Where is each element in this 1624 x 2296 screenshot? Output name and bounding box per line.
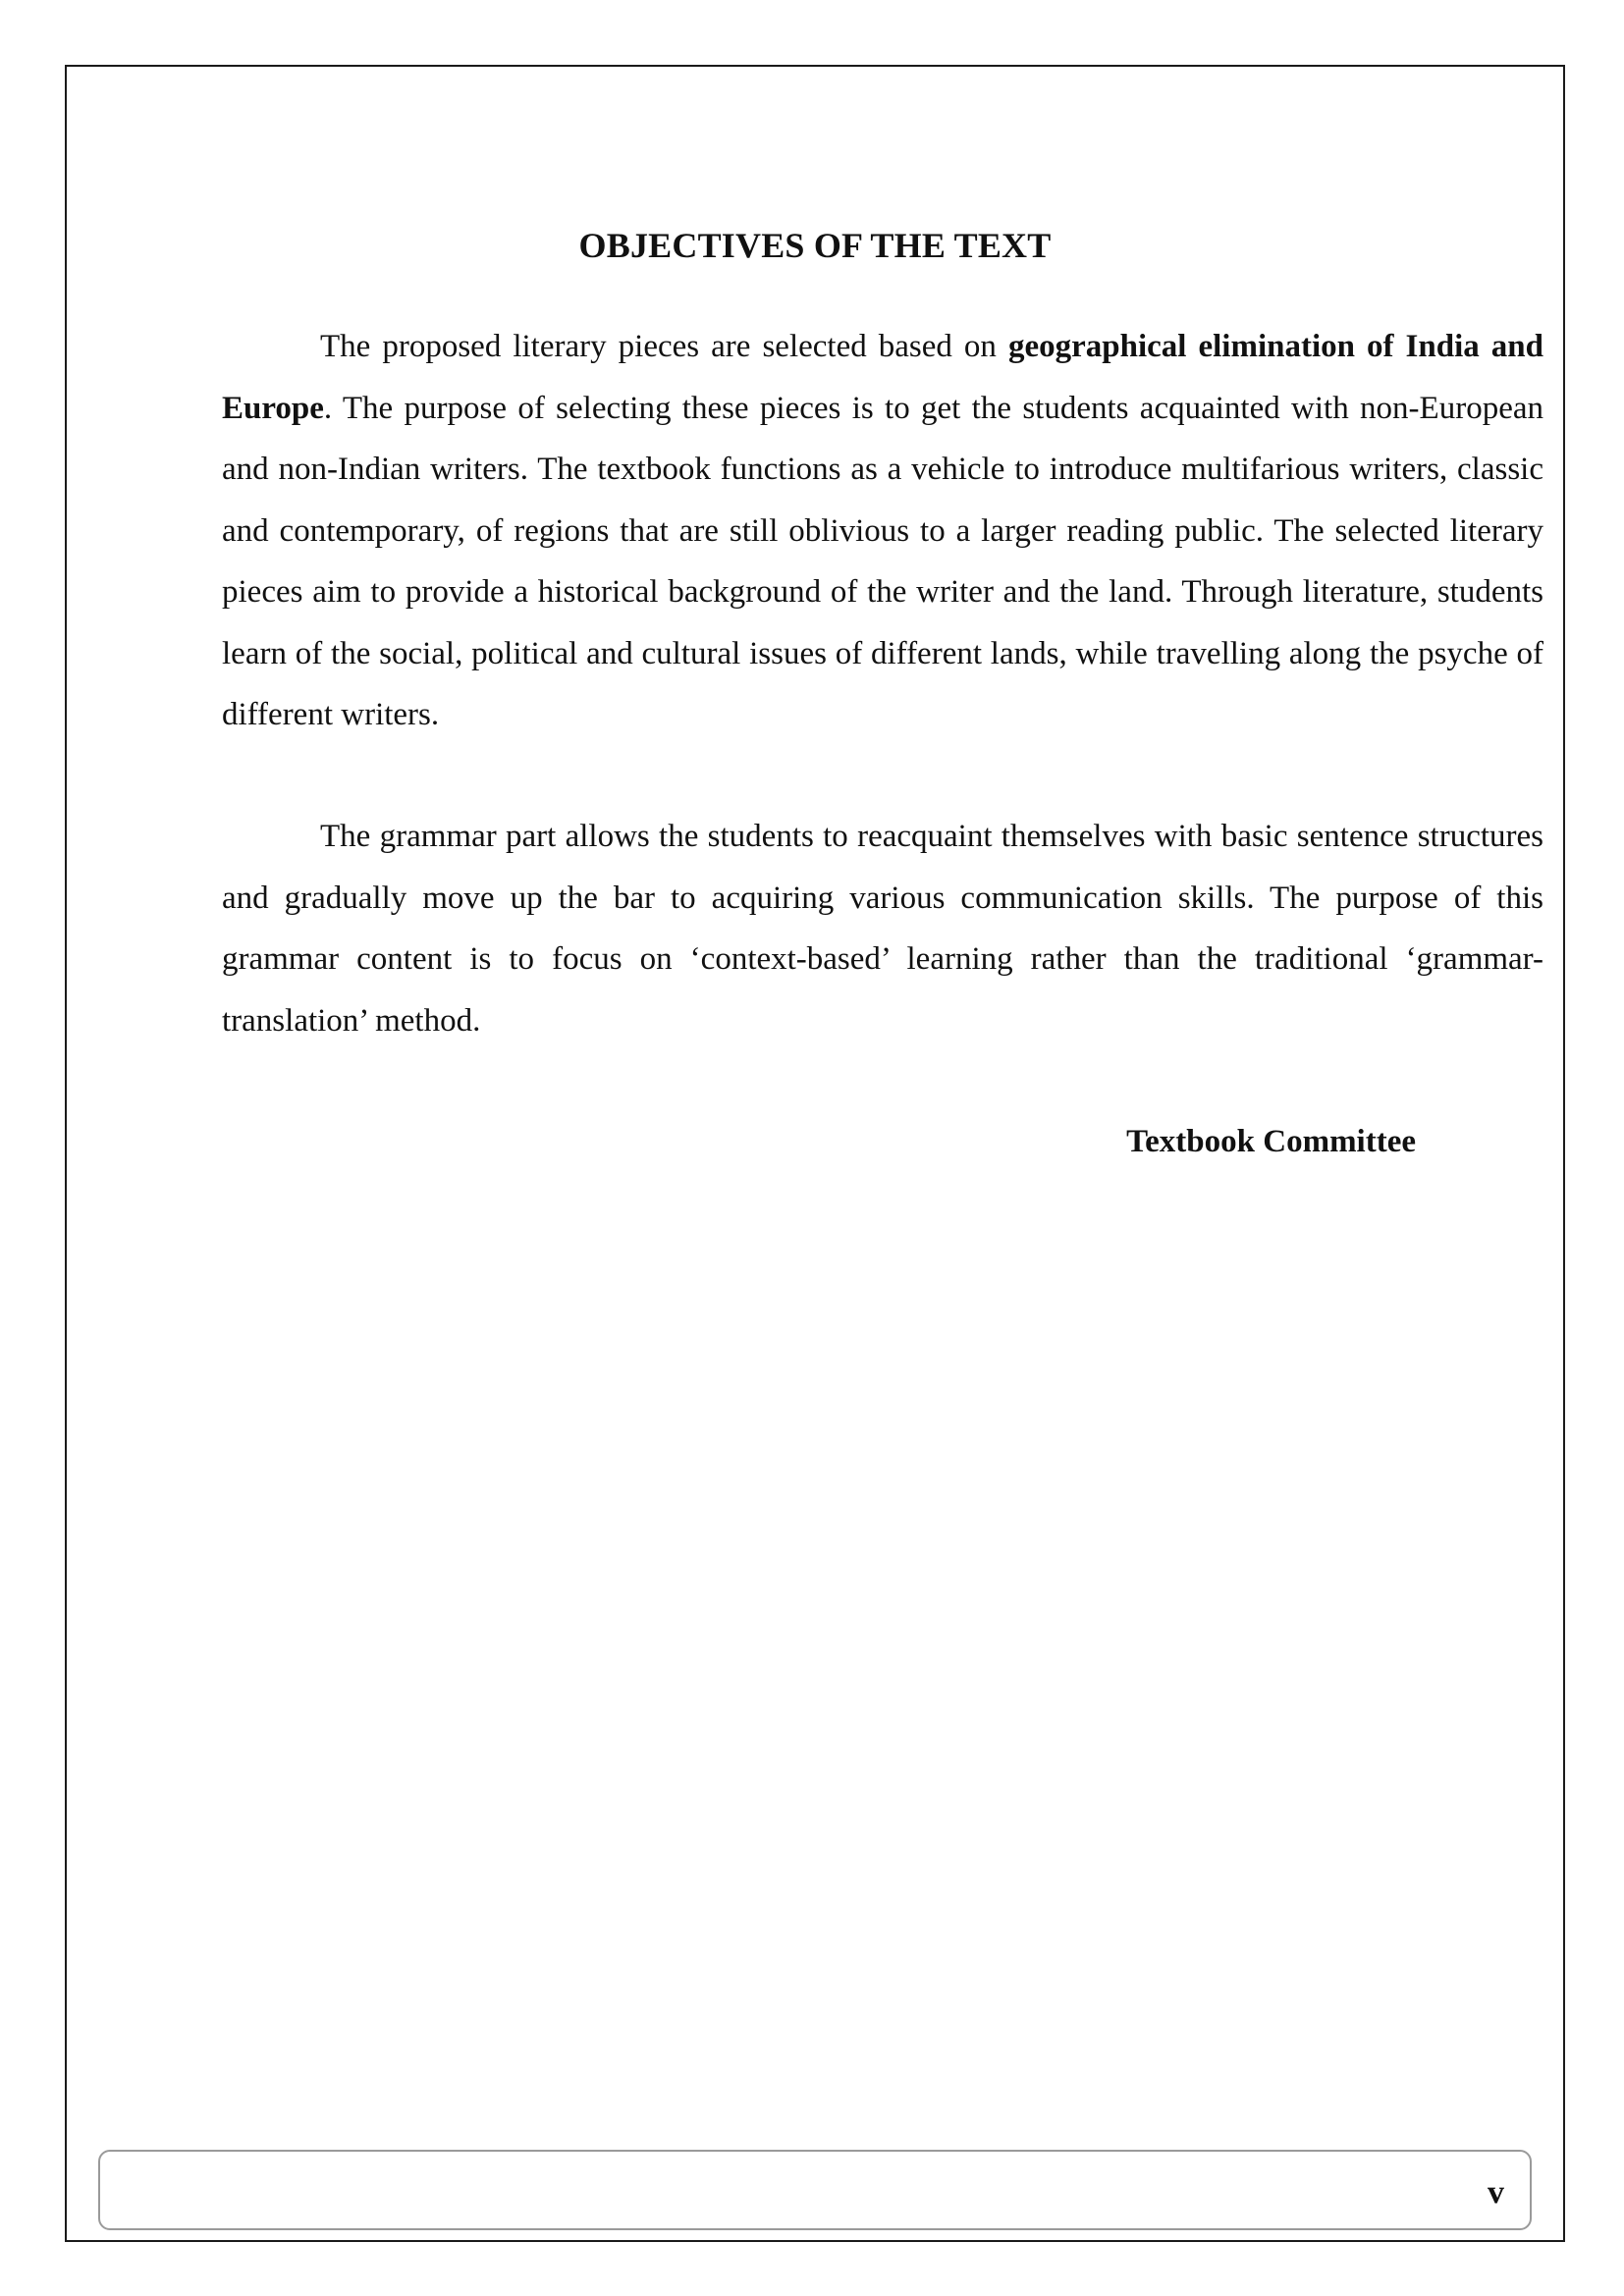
footer-box	[98, 2150, 1532, 2230]
signature: Textbook Committee	[1126, 1124, 1416, 1159]
paragraph-lead-text: The proposed literary pieces are selected based on	[320, 329, 1008, 364]
page-number: v	[1488, 2174, 1504, 2211]
page-frame	[65, 65, 1565, 2242]
paragraph-rest-text: . The purpose of selecting these pieces is to get the students acquainted with non-European and non-Indian writers. The textbook functions as a vehicle to introduce multifarious writers, classic and contemporary, of regions that are still oblivious to a larger reading public. The selected literary pieces aim to provide a historical background of the writer and the land. Through literature, students learn of the social, political and cultural issues of different lands, while travelling along the psyche of different writers.	[222, 390, 1543, 732]
paragraph-emphasis-text: geographical elimination of India and Europe	[222, 329, 1544, 426]
page-title: OBJECTIVES OF THE TEXT	[578, 226, 1052, 265]
objectives-paragraph-literature	[222, 316, 1543, 746]
objectives-paragraph-grammar: The grammar part allows the students to reacquaint themselves with basic sentence structures and gradually move up the bar to acquiring various communication skills. The purpose of this grammar content is to focus on ‘context-based’ learning rather than the traditional ‘grammar-translation’ method.	[222, 819, 1543, 1039]
